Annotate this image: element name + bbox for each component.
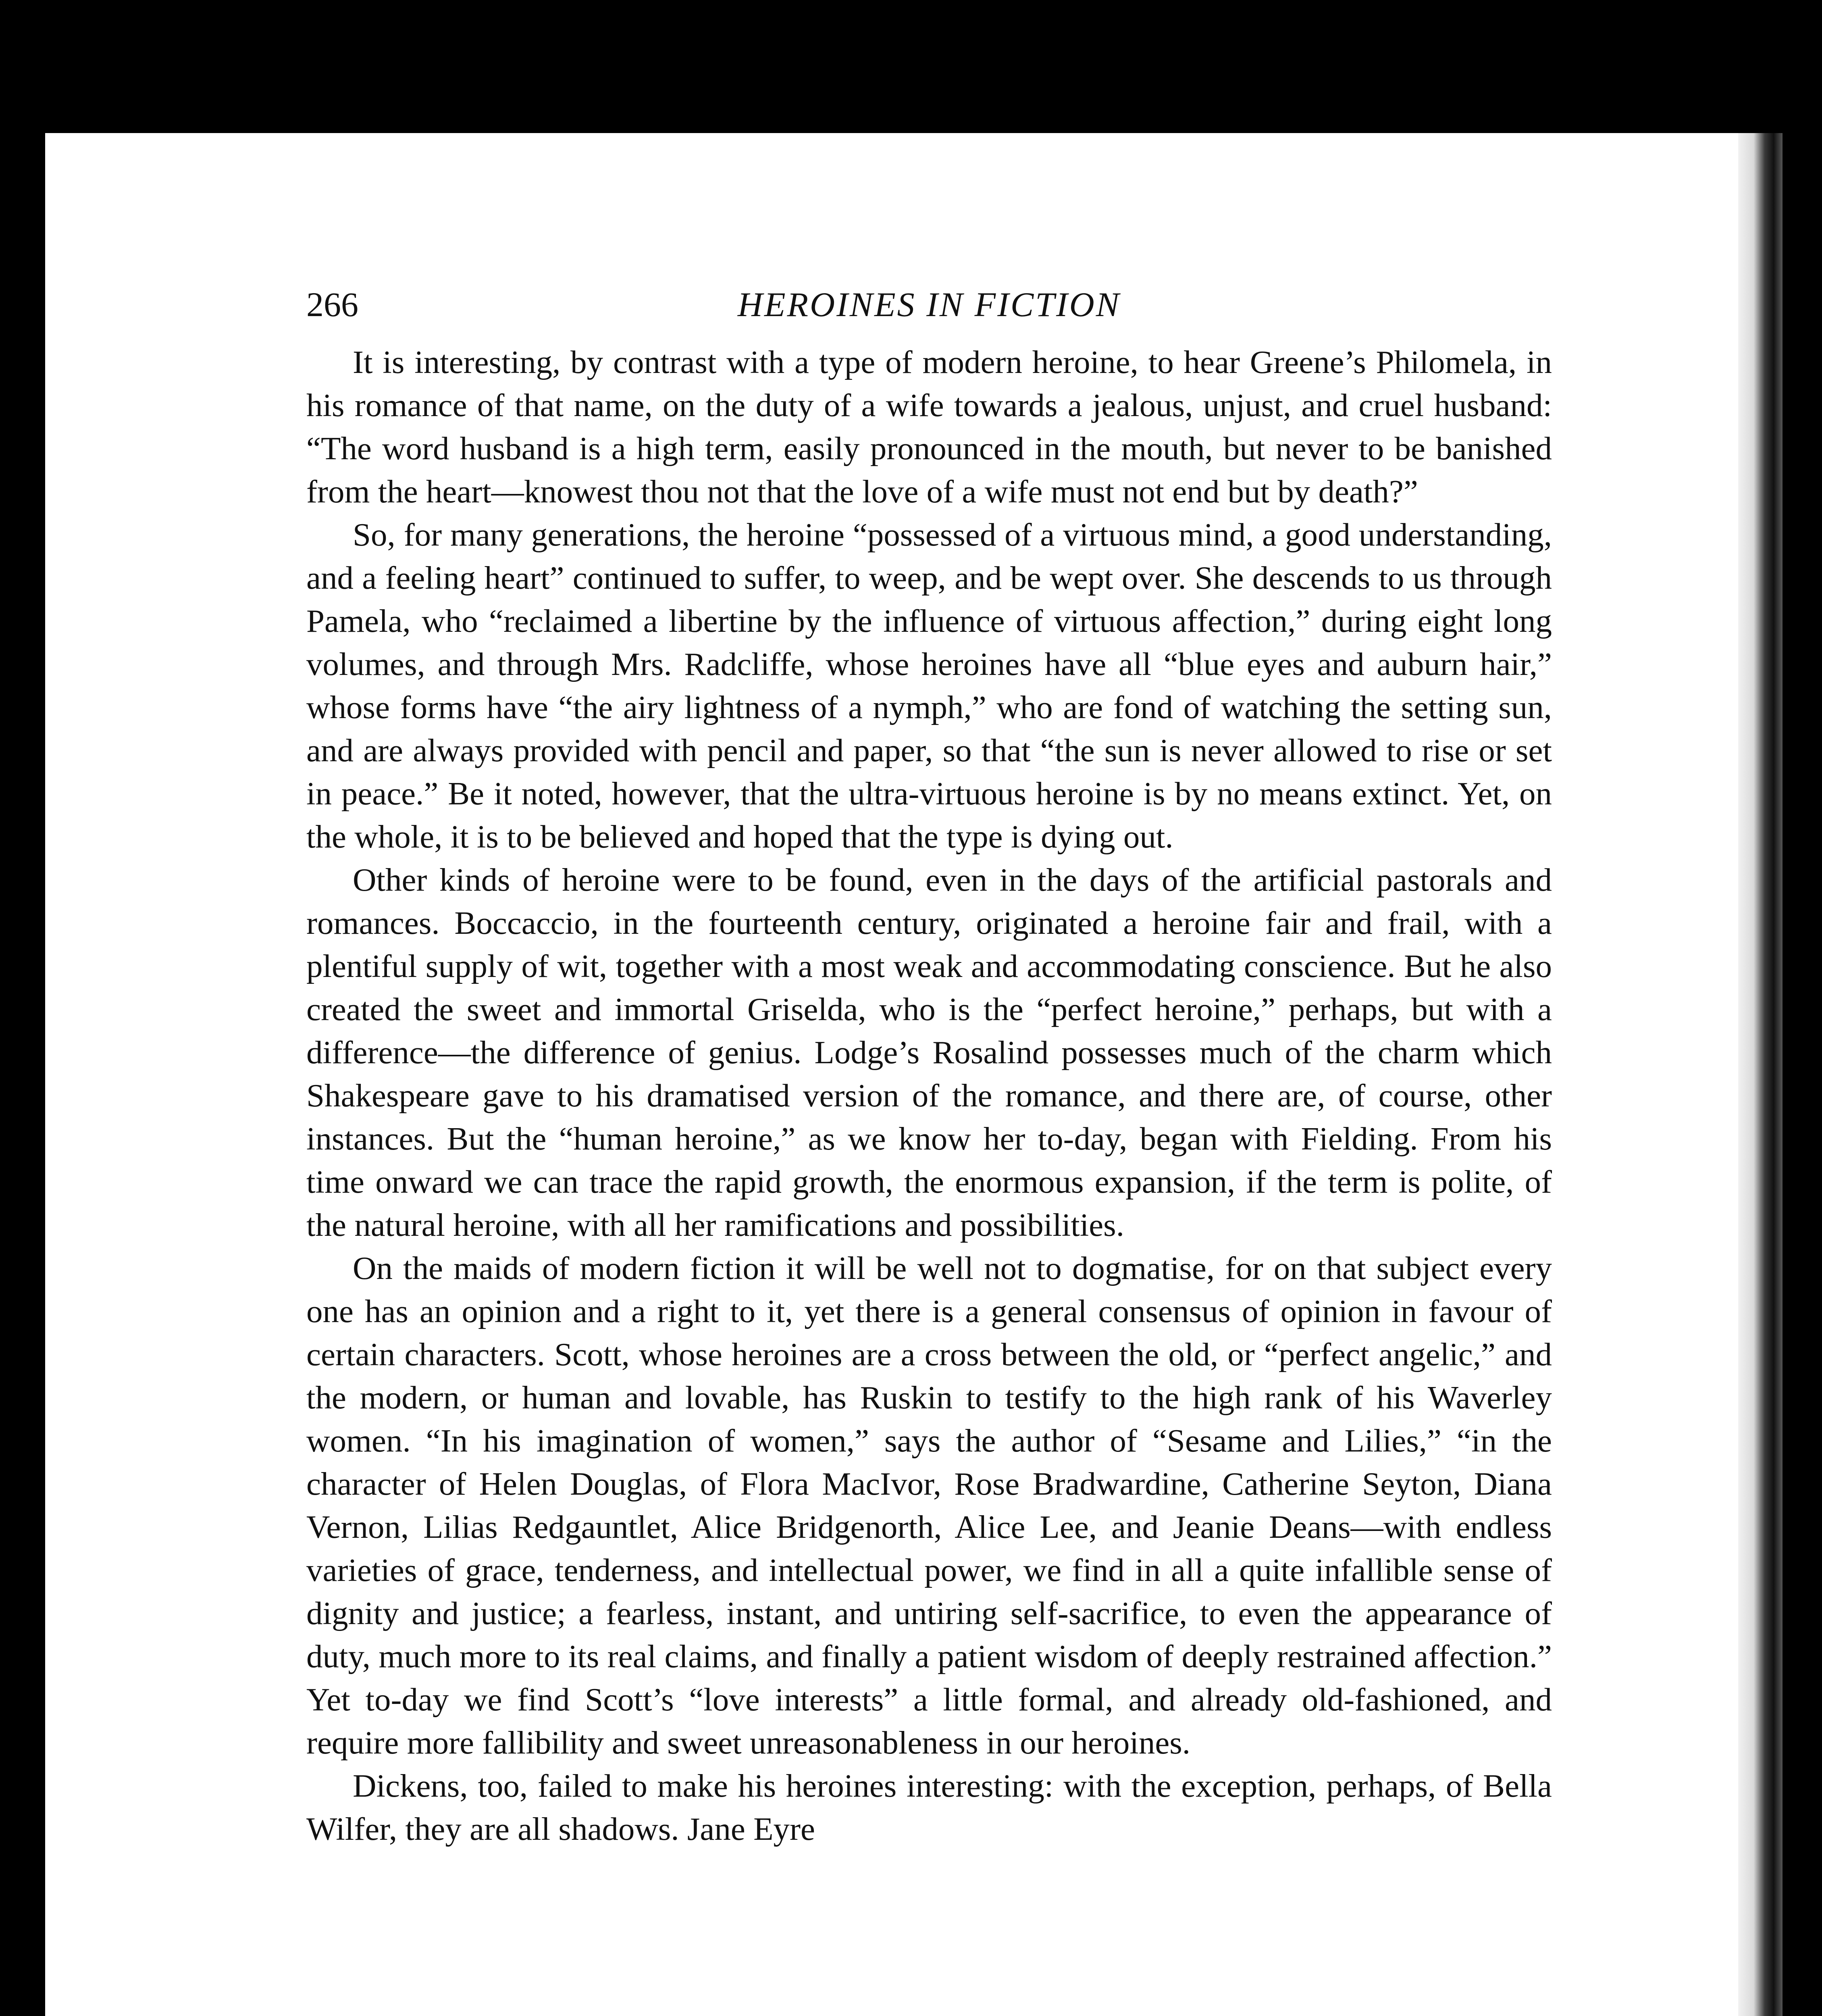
running-title: HEROINES IN FICTION xyxy=(737,285,1121,324)
paragraph: It is interesting, by contrast with a type of modern heroine, to hear Greene’s Philomela, in his romance of that name, on the duty of a wife towards a jealous, unjust, and cruel husband: “The word husband is a high term, easily pronounced in the mouth, but never to be banished from the heart—knowest thou not that the love of a wife must not end but by death?” xyxy=(306,344,1552,510)
paragraph: So, for many generations, the heroine “possessed of a virtuous mind, a good understanding, and a feeling heart” continued to suffer, to weep, and be wept over. She descends to us through Pamela, who “reclaimed a libertine by the influence of virtuous affection,” during eight long volumes, and through Mrs. Radcliffe, whose heroines have all “blue eyes and auburn hair,” whose forms have “the airy lightness of a nymph,” who are fond of watching the setting sun, and are always provided with pencil and paper, so that “the sun is never allowed to rise or set in peace.” Be it noted, however, that the ultra-virtuous heroine is by no means extinct. Yet, on the whole, it is to be believed and hoped that the type is dying out. xyxy=(306,516,1552,855)
page-number: 266 xyxy=(306,285,358,324)
paragraph: Dickens, too, failed to make his heroines interesting: with the exception, perhaps, of Bella Wilfer, they are all shadows. Jane Eyre xyxy=(306,1768,1552,1847)
paragraph: On the maids of modern fiction it will be well not to dogmatise, for on that subject every one has an opinion and a right to it, yet there is a general consensus of opinion in favour of certain characters. Scott, whose heroines are a cross between the old, or “perfect angelic,” and the modern, or human and lovable, has Ruskin to testify to the high rank of his Waverley women. “In his imagination of women,” says the author of “Sesame and Lilies,” “in the character of Helen Douglas, of Flora MacIvor, Rose Bradwardine, Catherine Seyton, Diana Vernon, Lilias Redgauntlet, Alice Bridgenorth, Alice Lee, and Jeanie Deans—with endless varieties of grace, tenderness, and intellectual power, we find in all a quite infallible sense of dignity and justice; a fearless, instant, and untiring self-sacrifice, to even the appearance of duty, much more to its real claims, and finally a patient wisdom of deeply restrained affection.” Yet to-day we find Scott’s “love interests” a little formal, and already old-fashioned, and require more fallibility and sweet unreasonableness in our heroines. xyxy=(306,1250,1552,1761)
book-page xyxy=(45,133,1782,2016)
running-head xyxy=(306,276,1552,333)
paragraph: Other kinds of heroine were to be found, even in the days of the artificial pastorals and romances. Boccaccio, in the fourteenth century, originated a heroine fair and frail, with a plentiful supply of wit, together with a most weak and accommodating conscience. But he also created the sweet and immortal Griselda, who is the “perfect heroine,” perhaps, but with a difference—the difference of genius. Lodge’s Rosalind possesses much of the charm which Shakespeare gave to his dramatised version of the romance, and there are, of course, other instances. But the “human heroine,” as we know her to-day, began with Fielding. From his time onward we can trace the rapid growth, the enormous expansion, if the term is polite, of the natural heroine, with all her ramifications and possibilities. xyxy=(306,862,1552,1243)
page-spine-shadow xyxy=(1738,133,1782,2016)
body-text xyxy=(306,341,1552,1851)
